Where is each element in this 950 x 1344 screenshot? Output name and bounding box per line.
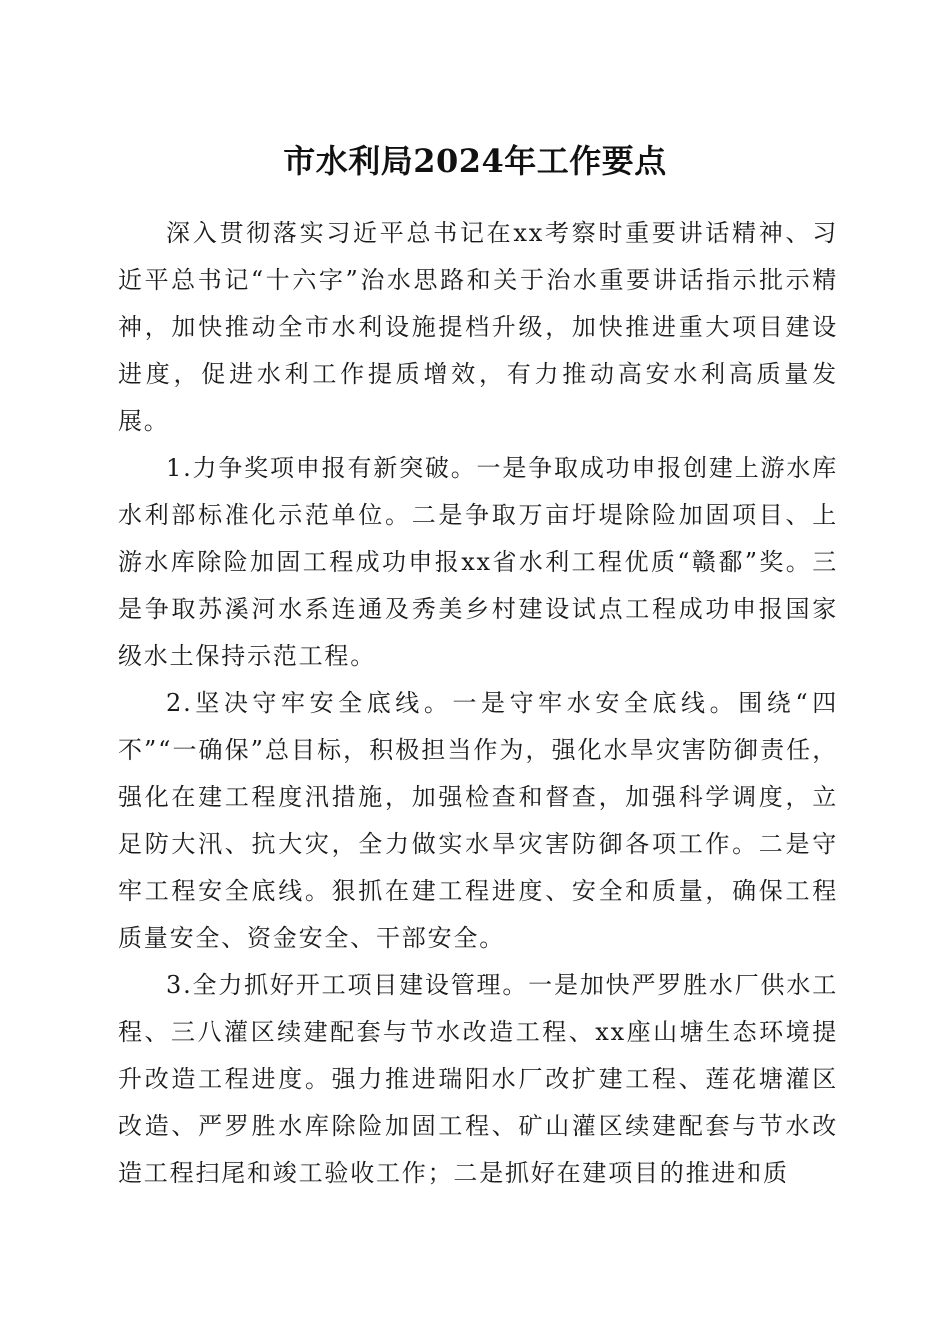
section-2-paragraph: 2.坚决守牢安全底线。一是守牢水安全底线。围绕“四不”“一确保”总目标，积极担当作为，强化水旱灾害防御责任，强化在建工程度汛措施，加强检查和督查，加强科学调度，立足防大汛、抗大灾，全力做实水旱灾害防御各项工作。二是守牢工程安全底线。狠抓在建工程进度、安全和质量，确保工程质量安全、资金安全、干部安全。 (118, 689, 838, 952)
document-body (118, 210, 838, 1197)
document-title: 市水利局2024年工作要点 (283, 142, 667, 180)
intro-paragraph: 深入贯彻落实习近平总书记在xx考察时重要讲话精神、习近平总书记“十六字”治水思路和关于治水重要讲话指示批示精神，加快推动全市水利设施提档升级，加快推进重大项目建设进度，促进水利工作提质增效，有力推动高安水利高质量发展。 (118, 219, 838, 435)
section-3-paragraph: 3.全力抓好开工项目建设管理。一是加快严罗胜水厂供水工程、三八灌区续建配套与节水改造工程、xx座山塘生态环境提升改造工程进度。强力推进瑞阳水厂改扩建工程、莲花塘灌区改造、严罗胜水库除险加固工程、矿山灌区续建配套与节水改造工程扫尾和竣工验收工作；二是抓好在建项目的推进和质 (118, 971, 838, 1187)
section-1-paragraph: 1.力争奖项申报有新突破。一是争取成功申报创建上游水库水利部标准化示范单位。二是争取万亩圩堤除险加固项目、上游水库除险加固工程成功申报xx省水利工程优质“赣鄱”奖。三是争取苏溪河水系连通及秀美乡村建设试点工程成功申报国家级水土保持示范工程。 (118, 454, 838, 670)
